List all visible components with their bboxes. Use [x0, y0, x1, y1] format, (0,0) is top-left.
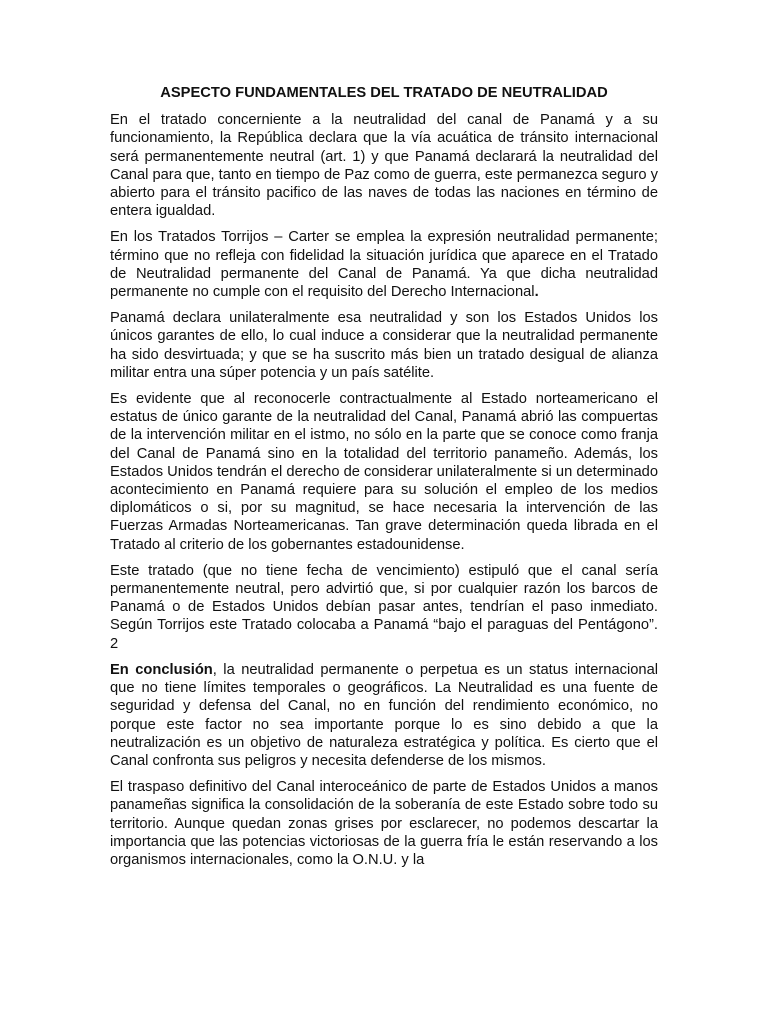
- paragraph-text: Es evidente que al reconocerle contractualmente al Estado norteamericano el estatus de único garante de la neutralidad del Canal, Panamá abrió las compuertas de la intervención militar en el istmo, no sólo en la parte que se conoce como franja del Canal de Panamá sino en la totalidad del territorio panameño. Además, los Estados Unidos tendrán el derecho de considerar unilateralmente si un determinado acontecimiento en Panamá requiere para su solución el empleo de los medios diplomáticos o si, por su magnitud, se hace necesaria la intervención de las Fuerzas Armadas Norteamericanas. Tan grave determinación queda librada en el Tratado al criterio de los gobernantes estadounidense.: [110, 391, 658, 553]
- paragraph-text: Panamá declara unilateralmente esa neutralidad y son los Estados Unidos los únicos garantes de ello, lo cual induce a considerar que la neutralidad permanente ha sido desvirtuada; y que se ha suscrito más bien un tratado desigual de alianza militar entra una súper potencia y un país satélite.: [110, 310, 658, 381]
- paragraph-text: En el tratado concerniente a la neutralidad del canal de Panamá y a su funcionamiento, la República declara que la vía acuática de tránsito internacional será permanentemente neutral (art. 1) y que Panamá declarará la neutralidad del Canal para que, tanto en tiempo de Paz como de guerra, este permanezca seguro y abierto para el tránsito pacifico de las naves de todas las naciones en término de entera igualdad.: [110, 112, 658, 220]
- paragraph-text: , la neutralidad permanente o perpetua es un status internacional que no tiene límites temporales o geográficos. La Neutralidad es una fuente de seguridad y defensa del Canal, no en función del rendimiento económico, no porque este factor no sea importante porque lo es sino debido a que la neutralización es un objetivo de naturaleza estratégica y política. Es cierto que el Canal confronta sus peligros y necesita defenderse de los mismos.: [110, 661, 658, 769]
- paragraph-2: [110, 228, 658, 301]
- paragraph-text: El traspaso definitivo del Canal interoceánico de parte de Estados Unidos a manos panameñas significa la consolidación de la soberanía de este Estado sobre todo su territorio. Aunque quedan zonas grises por esclarecer, no podemos descartar la importancia que las potencias victoriosas de la guerra fría le están reservando a los organismos internacionales, como la O.N.U. y la: [110, 779, 658, 868]
- conclusion-lead: En conclusión: [110, 661, 213, 678]
- paragraph-1: [110, 111, 658, 220]
- paragraph-text: Este tratado (que no tiene fecha de vencimiento) estipuló que el canal sería permanentemente neutral, pero advirtió que, si por cualquier razón los barcos de Panamá o de Estados Unidos debían pasar antes, tendrían el paso inmediato. Según Torrijos este Tratado colocaba a Panamá “bajo el paraguas del Pentágono”. 2: [110, 562, 658, 652]
- paragraph-4: [110, 390, 658, 554]
- paragraph-text: En los Tratados Torrijos – Carter se emplea la expresión neutralidad permanente; término que no refleja con fidelidad la situación jurídica que aparece en el Tratado de Neutralidad permanente del Canal de Panamá. Ya que dicha neutralidad permanente no cumple con el requisito del Derecho Internacional: [110, 229, 658, 301]
- document-title: ASPECTO FUNDAMENTALES DEL TRATADO DE NEUTRALIDAD: [160, 85, 608, 101]
- paragraph-6: [110, 661, 658, 770]
- paragraph-7: [110, 778, 658, 869]
- paragraph-5: [110, 562, 658, 653]
- paragraph-bold-period: .: [534, 284, 539, 301]
- document-page: [110, 84, 658, 877]
- paragraph-3: [110, 309, 658, 382]
